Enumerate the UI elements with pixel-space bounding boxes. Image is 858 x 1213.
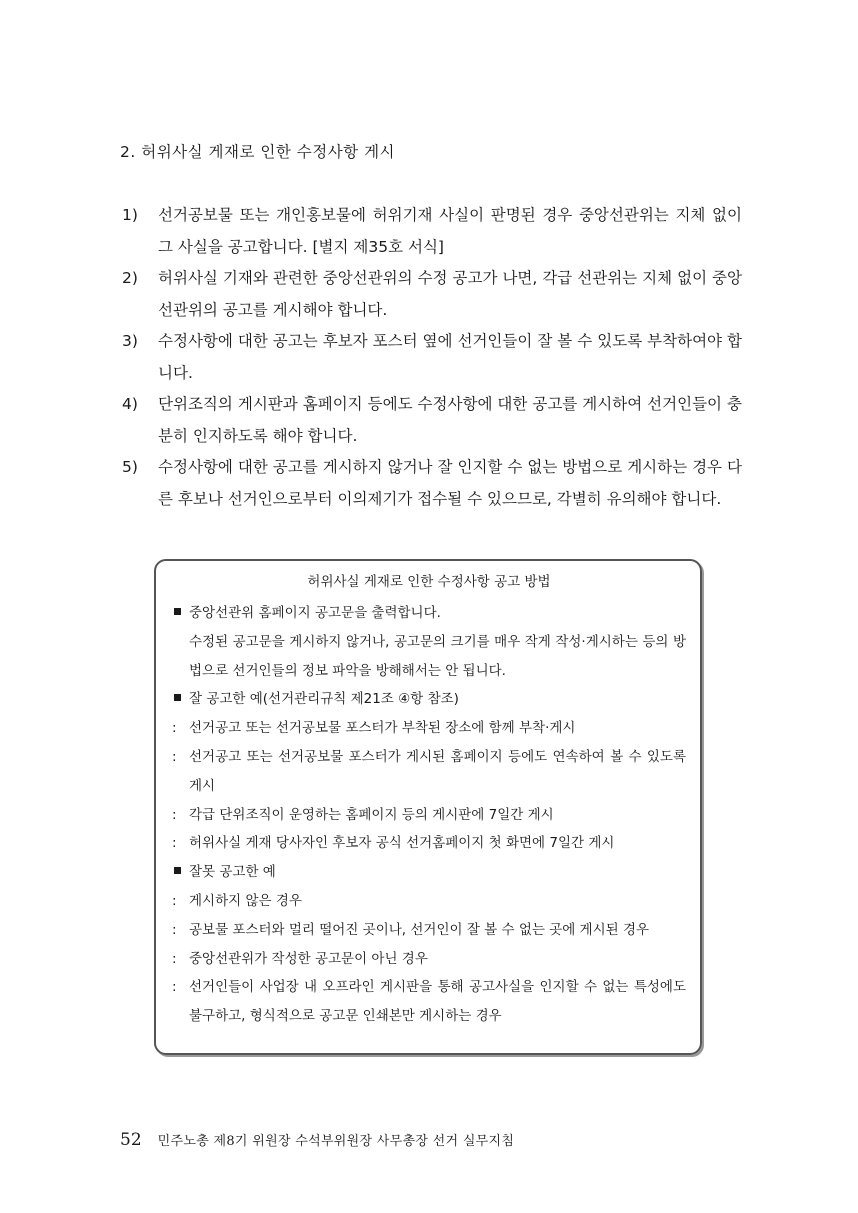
box-line-colon bbox=[172, 887, 686, 916]
list-item bbox=[122, 200, 742, 263]
box-line-text: 중앙선관위 홈페이지 공고문을 출력합니다. bbox=[189, 605, 441, 621]
list-item-number: 2) bbox=[122, 269, 138, 287]
colon-marker: : bbox=[172, 806, 177, 823]
page-footer bbox=[120, 1130, 514, 1150]
square-bullet-icon bbox=[174, 608, 181, 615]
box-line-text: 잘못 공고한 예 bbox=[189, 864, 276, 881]
square-bullet-icon bbox=[174, 694, 181, 701]
instruction-list bbox=[122, 200, 742, 515]
square-bullet-icon bbox=[174, 867, 181, 874]
colon-marker: : bbox=[172, 921, 177, 938]
colon-marker: : bbox=[172, 748, 177, 765]
box-line-bullet bbox=[172, 858, 686, 887]
box-line-colon bbox=[172, 945, 686, 974]
list-item-text: 허위사실 기재와 관련한 중앙선관위의 수정 공고가 나면, 각급 선관위는 지체 없이 중앙선관위의 공고를 게시해야 합니다. bbox=[158, 269, 742, 319]
box-line-text: 선거공고 또는 선거공보물 포스터가 부착된 장소에 함께 부착·게시 bbox=[189, 720, 576, 737]
box-line-colon bbox=[172, 829, 686, 858]
list-item bbox=[122, 326, 742, 389]
box-line-colon bbox=[172, 743, 686, 801]
box-line-text: 수정된 공고문을 게시하지 않거나, 공고문의 크기를 매우 작게 작성·게시하는 등의 방법으로 선거인들의 정보 파악을 방해해서는 안 됩니다. bbox=[189, 633, 686, 679]
footer-doc-title: 민주노총 제8기 위원장 수석부위원장 사무총장 선거 실무지침 bbox=[157, 1134, 515, 1149]
list-item-text: 수정사항에 대한 공고를 게시하지 않거나 잘 인지할 수 없는 방법으로 게시하는 경우 다른 후보나 선거인으로부터 이의제기가 접수될 수 있으므로, 각별히 유의해야 합니다. bbox=[158, 458, 742, 508]
colon-marker: : bbox=[172, 950, 177, 967]
notice-box-title: 허위사실 게재로 인한 수정사항 공고 방법 bbox=[307, 574, 551, 590]
box-line-text: 선거공고 또는 선거공보물 포스터가 게시된 홈페이지 등에도 연속하여 볼 수 있도록 게시 bbox=[189, 748, 686, 794]
box-line-bullet bbox=[172, 599, 686, 628]
list-item-text: 수정사항에 대한 공고는 후보자 포스터 옆에 선거인들이 잘 볼 수 있도록 부착하여야 합니다. bbox=[158, 332, 742, 382]
colon-marker: : bbox=[172, 835, 177, 852]
box-line-text: 공보물 포스터와 멀리 떨어진 곳이나, 선거인이 잘 볼 수 없는 곳에 게시된 경우 bbox=[189, 921, 650, 938]
colon-marker: : bbox=[172, 720, 177, 737]
list-item-number: 3) bbox=[122, 332, 138, 350]
box-line-text: 잘 공고한 예(선거관리규칙 제21조 ④항 참조) bbox=[189, 691, 459, 708]
box-line-text: 각급 단위조직이 운영하는 홈페이지 등의 게시판에 7일간 게시 bbox=[189, 806, 554, 823]
box-line bbox=[172, 628, 686, 686]
colon-marker: : bbox=[172, 892, 177, 909]
list-item-text: 단위조직의 게시판과 홈페이지 등에도 수정사항에 대한 공고를 게시하여 선거인들이 충분히 인지하도록 해야 합니다. bbox=[158, 395, 742, 445]
box-line-colon bbox=[172, 801, 686, 830]
box-line-colon bbox=[172, 714, 686, 743]
section-heading: 2. 허위사실 게재로 인한 수정사항 게시 bbox=[120, 143, 396, 161]
box-line-text: 허위사실 게재 당사자인 후보자 공식 선거홈페이지 첫 화면에 7일간 게시 bbox=[189, 835, 615, 852]
list-item bbox=[122, 389, 742, 452]
box-line-text: 게시하지 않은 경우 bbox=[189, 892, 302, 909]
list-item bbox=[122, 452, 742, 515]
list-item-number: 4) bbox=[122, 395, 138, 413]
list-item-number: 5) bbox=[122, 458, 138, 476]
list-item-text: 선거공보물 또는 개인홍보물에 허위기재 사실이 판명된 경우 중앙선관위는 지체 없이 그 사실을 공고합니다. [별지 제35호 서식] bbox=[158, 206, 742, 256]
list-item bbox=[122, 263, 742, 326]
box-line-text: 중앙선관위가 작성한 공고문이 아닌 경우 bbox=[189, 950, 428, 967]
list-item-number: 1) bbox=[122, 206, 138, 224]
box-line-colon bbox=[172, 973, 686, 1031]
colon-marker: : bbox=[172, 979, 177, 996]
box-line-bullet bbox=[172, 685, 686, 714]
box-line-colon bbox=[172, 916, 686, 945]
page-number: 52 bbox=[120, 1130, 142, 1150]
notice-box bbox=[154, 559, 702, 1055]
box-line-text: 선거인들이 사업장 내 오프라인 게시판을 통해 공고사실을 인지할 수 없는 특성에도 불구하고, 형식적으로 공고문 인쇄본만 게시하는 경우 bbox=[189, 979, 686, 1025]
